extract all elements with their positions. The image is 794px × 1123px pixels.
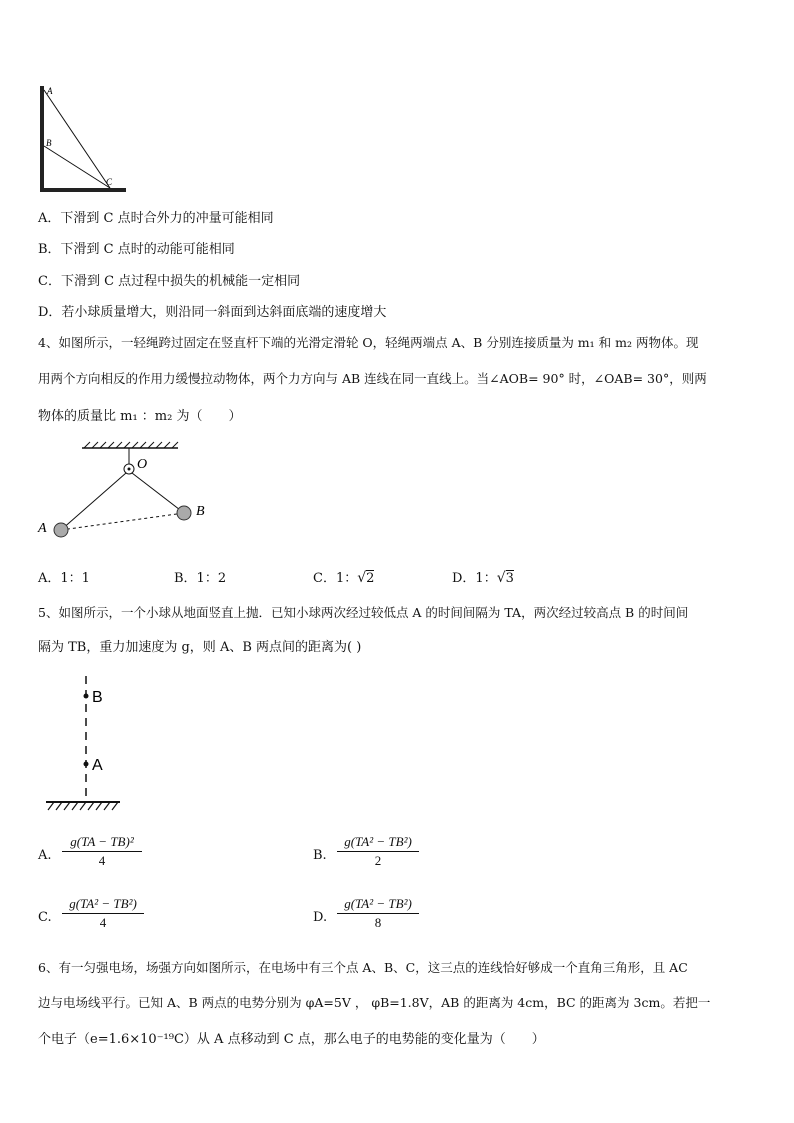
- pulley-axle: [128, 468, 131, 471]
- q3-option-a: A．下滑到 C 点时合外力的冲量可能相同: [38, 211, 274, 226]
- denominator: 4: [98, 853, 106, 868]
- sqrt-icon: √: [496, 570, 506, 586]
- point-b: [84, 694, 89, 699]
- q5-option-d-label: D.: [313, 910, 328, 925]
- vertical-wall: [40, 86, 44, 192]
- q5-option-c-fraction: [62, 896, 144, 931]
- q4-line-2: 用两个方向相反的作用力缓慢拉动物体，两个力方向与 AB 连线在同一直线上。当∠AOB= 90° 时，∠OAB= 30°，则两: [38, 371, 707, 386]
- q4-option-c-label: C．1：: [313, 571, 358, 586]
- incline-bc: [44, 146, 110, 188]
- fraction-bar: [62, 851, 142, 852]
- incline-figure: [38, 84, 128, 196]
- label-o: O: [137, 457, 148, 472]
- fraction-bar: [337, 851, 419, 852]
- label-a: A: [92, 757, 103, 774]
- denominator: 8: [374, 915, 382, 930]
- label-b: B: [92, 689, 103, 706]
- q5-option-b-label: B.: [313, 848, 327, 863]
- q5-line-1: 5、如图所示，一个小球从地面竖直上抛．已知小球两次经过较低点 A 的时间间隔为 TA，两次经过较高点 B 的时间间: [38, 605, 689, 620]
- numerator: g(TA² − TB²): [69, 896, 137, 911]
- rope-ob: [132, 473, 184, 513]
- vertical-throw-figure: [40, 670, 130, 816]
- q5-option-a-fraction: [62, 834, 142, 869]
- q4-option-d: [452, 567, 514, 586]
- numerator: g(TA − TB)²: [70, 834, 134, 849]
- q4-option-a: A．1：1: [38, 571, 90, 586]
- fraction-bar: [337, 913, 419, 914]
- fraction-bar: [62, 913, 144, 914]
- ball-b: [177, 506, 191, 520]
- ground-hatch: [48, 802, 118, 810]
- q6-line-1: 6、有一匀强电场，场强方向如图所示，在电场中有三个点 A、B、C，这三点的连线恰好够成一个直角三角形，且 AC: [38, 960, 688, 975]
- ground: [40, 188, 126, 192]
- q5-option-d-fraction: [337, 896, 419, 931]
- pulley-figure: [34, 440, 224, 550]
- rope-oa: [61, 473, 126, 530]
- label-a: A: [47, 86, 53, 96]
- q3-option-d: D．若小球质量增大，则沿同一斜面到达斜面底端的速度增大: [38, 305, 387, 320]
- label-b: B: [196, 504, 205, 519]
- sqrt-icon: √: [357, 570, 367, 586]
- q5-option-b-fraction: [337, 834, 419, 869]
- line-ab: [61, 513, 184, 530]
- q6-line-3: 个电子（e=1.6×10⁻¹⁹C）从 A 点移动到 C 点，那么电子的电势能的变化量为（ ）: [38, 1032, 545, 1047]
- q4-option-d-label: D．1：: [452, 571, 497, 586]
- q4-line-3: 物体的质量比 m₁ ：m₂ 为（ ）: [38, 409, 242, 424]
- q3-option-b: B．下滑到 C 点时的动能可能相同: [38, 242, 235, 257]
- incline-ac: [44, 90, 110, 188]
- q4-line-1: 4、如图所示，一轻绳跨过固定在竖直杆下端的光滑定滑轮 O，轻绳两端点 A、B 分别连接质量为 m₁ 和 m₂ 两物体。现: [38, 335, 699, 350]
- label-c: C: [106, 177, 113, 187]
- denominator: 4: [99, 915, 107, 930]
- q5-line-2: 隔为 TB，重力加速度为 g，则 A、B 两点间的距离为( ): [38, 640, 362, 655]
- q4-option-b: B．1：2: [174, 571, 227, 586]
- label-b: B: [46, 138, 52, 148]
- numerator: g(TA² − TB²): [344, 834, 412, 849]
- label-a: A: [38, 521, 47, 536]
- point-a: [84, 762, 89, 767]
- numerator: g(TA² − TB²): [344, 896, 412, 911]
- q4-option-c: [313, 567, 374, 586]
- ceiling-hatch: [84, 442, 178, 448]
- q5-option-a-label: A.: [38, 848, 52, 863]
- q4-option-d-radicand: 3: [505, 571, 514, 586]
- q4-option-c-radicand: 2: [366, 571, 375, 586]
- q5-option-c-label: C.: [38, 910, 52, 925]
- ball-a: [54, 523, 68, 537]
- q3-option-c: C．下滑到 C 点过程中损失的机械能一定相同: [38, 274, 301, 289]
- q6-line-2: 边与电场线平行。已知 A、B 两点的电势分别为 φA=5V ， φB=1.8V，AB 的距离为 4cm，BC 的距离为 3cm。若把一: [38, 995, 711, 1010]
- denominator: 2: [374, 853, 382, 868]
